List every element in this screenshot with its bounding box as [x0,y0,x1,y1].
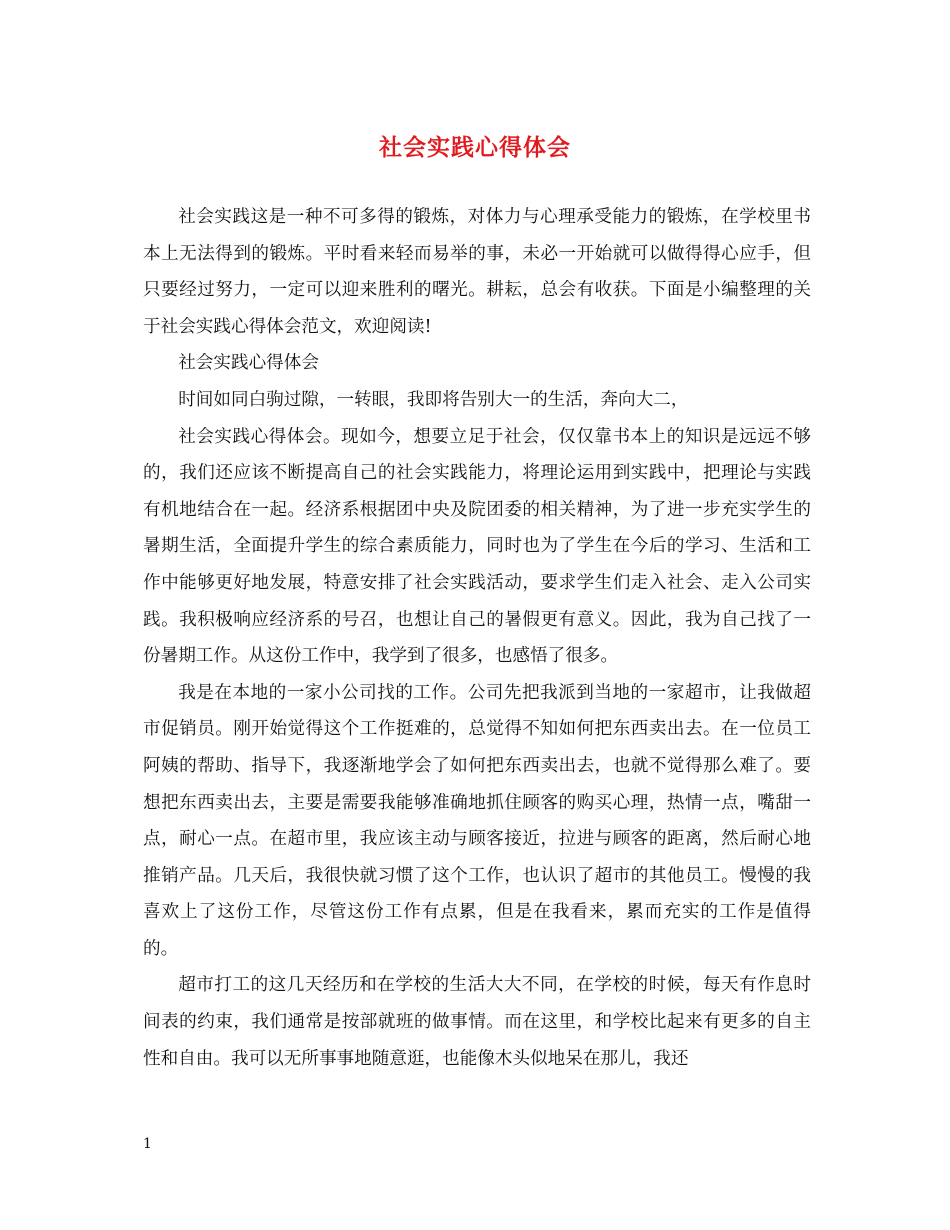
paragraph-subheading: 社会实践心得体会 [178,353,319,374]
paragraph-job: 我是在本地的一家小公司找的工作。公司先把我派到当地的一家超市，让我做超市促销员。刚开始觉得这个工作挺难的，总觉得不知如何把东西卖出去。在一位员工阿姨的帮助、指导下，我逐渐地学会了如何把东西卖出去，也就不觉得那么难了。要想把东西卖出去，主要是需要我能够准确地抓住顾客的购买心理，热情一点，嘴甜一点，耐心一点。在超市里，我应该主动与顾客接近，拉进与顾客的距离，然后耐心地推销产品。几天后，我很快就习惯了这个工作，也认识了超市的其他员工。慢慢的我喜欢上了这份工作，尽管这份工作有点累，但是在我看来，累而充实的工作是值得的。 [143,682,811,959]
paragraph-practice: 社会实践心得体会。现如今，想要立足于社会，仅仅靠书本上的知识是远远不够的，我们还应该不断提高自己的社会实践能力，将理论运用到实践中，把理论与实践有机地结合在一起。经济系根据团中央及院团委的相关精神，为了进一步充实学生的暑期生活，全面提升学生的综合素质能力，同时也为了学生在今后的学习、生活和工作中能够更好地发展，特意安排了社会实践活动，要求学生们走入社会、走入公司实践。我积极响应经济系的号召，也想让自己的暑假更有意义。因此，我为自己找了一份暑期工作。从这份工作中，我学到了很多，也感悟了很多。 [143,426,811,667]
page-number: 1 [143,1136,152,1152]
paragraph-experience: 超市打工的这几天经历和在学校的生活大大不同，在学校的时候，每天有作息时间表的约束，我们通常是按部就班的做事情。而在这里，和学校比起来有更多的自主性和自由。我可以无所事事地随意逛，也能像木头似地呆在那儿，我还 [143,975,811,1069]
paragraph-intro: 社会实践这是一种不可多得的锻炼，对体力与心理承受能力的锻炼，在学校里书本上无法得到的锻炼。平时看来轻而易举的事，未必一开始就可以做得得心应手，但只要经过努力，一定可以迎来胜利的曙光。耕耘，总会有收获。下面是小编整理的关于社会实践心得体会范文，欢迎阅读! [143,207,811,337]
document-body [143,199,811,1077]
paragraph-time: 时间如同白驹过隙，一转眼，我即将告别大一的生活，奔向大二， [178,389,689,410]
document-title: 社会实践心得体会 [379,134,571,161]
